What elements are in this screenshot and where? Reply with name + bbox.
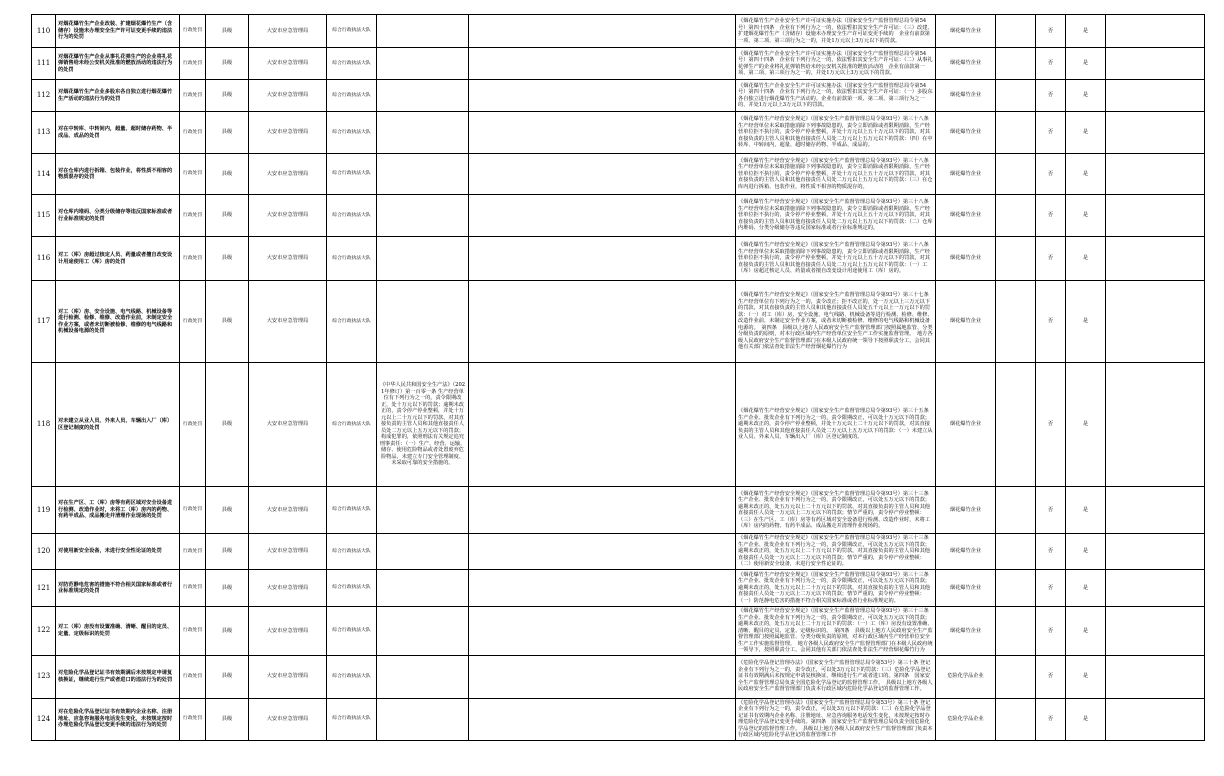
execution-level: 县级 bbox=[206, 237, 249, 281]
empty-cell bbox=[469, 15, 736, 48]
department: 大安市应急管理局 bbox=[249, 154, 327, 195]
row-number: 121 bbox=[32, 570, 56, 607]
column-blank bbox=[996, 281, 1036, 363]
row-number: 123 bbox=[32, 655, 56, 698]
table-row bbox=[32, 112, 1205, 154]
column-blank bbox=[996, 195, 1036, 237]
column-flag-yes: 是 bbox=[1066, 48, 1106, 80]
item-type: 行政处罚 bbox=[180, 655, 206, 698]
legal-basis-law bbox=[377, 154, 469, 195]
legal-basis: 《烟花爆竹生产企业安全生产许可证实施办法（国家安全生产监督管理总局令第54号）第四十四条 企业有下列行为之一的，依法暂扣其安全生产许可证：（二）从事礼花弹生产的企业将礼花弹销售给未经公安机关批准的燃放活动的 企业有前款第一项、第二项、第三项行为之一的，并处1万元以上3万元以下的罚款。 bbox=[736, 48, 936, 80]
empty-cell bbox=[469, 698, 736, 740]
legal-basis-law bbox=[377, 698, 469, 740]
empty-cell bbox=[1106, 154, 1205, 195]
row-number: 110 bbox=[32, 15, 56, 48]
law-enforcement-team: 综合行政执法大队 bbox=[327, 195, 377, 237]
applicable-category: 烟花爆竹企业 bbox=[936, 487, 996, 534]
row-number: 114 bbox=[32, 154, 56, 195]
applicable-category: 烟花爆竹企业 bbox=[936, 237, 996, 281]
row-number: 112 bbox=[32, 80, 56, 112]
column-blank bbox=[996, 570, 1036, 607]
item-name: 对未建立从业人员、外来人员、车辆出入厂（库）区登记制度的处罚 bbox=[56, 363, 180, 487]
item-type: 行政处罚 bbox=[180, 15, 206, 48]
applicable-category: 烟花爆竹企业 bbox=[936, 363, 996, 487]
legal-basis-law bbox=[377, 80, 469, 112]
column-flag-no: 否 bbox=[1036, 655, 1066, 698]
column-flag-no: 否 bbox=[1036, 154, 1066, 195]
column-flag-yes: 是 bbox=[1066, 15, 1106, 48]
execution-level: 县级 bbox=[206, 698, 249, 740]
department: 大安市应急管理局 bbox=[249, 607, 327, 656]
column-flag-yes: 是 bbox=[1066, 487, 1106, 534]
row-number: 119 bbox=[32, 487, 56, 534]
law-enforcement-team: 综合行政执法大队 bbox=[327, 237, 377, 281]
table-row bbox=[32, 195, 1205, 237]
table-row bbox=[32, 655, 1205, 698]
column-flag-yes: 是 bbox=[1066, 154, 1106, 195]
column-flag-no: 否 bbox=[1036, 15, 1066, 48]
item-name: 对仓库内堆码、分类分级储存等违反国家标准或者行业标准规定的处罚 bbox=[56, 195, 180, 237]
legal-basis: 《烟花爆竹生产经营安全规定》（国家安全生产监督管理总局令第93号）第三十三条 生产企业、批发企业有下列行为之一的，责令限期改正，可以处五万元以下的罚款；逾期未改正的，处五万元以上二十万元以下的罚款，对其直接负责的主管人员和其他直接责任人员处一万元以上二万元以下的罚款；情节严重的，责令停产停业整顿：（三）在生产区、工（库）房等有药区域对安全设备进行检测、改造作业时，未将工（库）房内的药物、有药半成品、成品搬走并清理作业现场的。 bbox=[736, 487, 936, 534]
legal-basis-law bbox=[377, 281, 469, 363]
item-type: 行政处罚 bbox=[180, 112, 206, 154]
applicable-category: 烟花爆竹企业 bbox=[936, 607, 996, 656]
applicable-category: 烟花爆竹企业 bbox=[936, 15, 996, 48]
table-row bbox=[32, 154, 1205, 195]
empty-cell bbox=[469, 487, 736, 534]
column-blank bbox=[996, 112, 1036, 154]
table-row bbox=[32, 237, 1205, 281]
column-blank bbox=[996, 698, 1036, 740]
execution-level: 县级 bbox=[206, 154, 249, 195]
column-flag-yes: 是 bbox=[1066, 112, 1106, 154]
execution-level: 县级 bbox=[206, 15, 249, 48]
column-blank bbox=[996, 154, 1036, 195]
applicable-category: 烟花爆竹企业 bbox=[936, 570, 996, 607]
applicable-category: 烟花爆竹企业 bbox=[936, 281, 996, 363]
law-enforcement-team: 综合行政执法大队 bbox=[327, 487, 377, 534]
empty-cell bbox=[469, 237, 736, 281]
department: 大安市应急管理局 bbox=[249, 195, 327, 237]
law-enforcement-team: 综合行政执法大队 bbox=[327, 281, 377, 363]
item-name: 对危险化学品登记证书有效期满后未按规定申请复核换证，继续进行生产或者进口的违法行为的处罚 bbox=[56, 655, 180, 698]
item-name: 对在生产区、工（库）房等有药区域对安全设备进行检测、改造作业时，未将工（库）房内的药物、有药半成品、成品搬走并清理作业现场的处罚 bbox=[56, 487, 180, 534]
item-type: 行政处罚 bbox=[180, 363, 206, 487]
column-flag-no: 否 bbox=[1036, 487, 1066, 534]
column-blank bbox=[996, 607, 1036, 656]
applicable-category: 危险化学品企业 bbox=[936, 698, 996, 740]
department: 大安市应急管理局 bbox=[249, 570, 327, 607]
item-name: 对使用新安全设备，未进行安全性论证的处罚 bbox=[56, 534, 180, 570]
department: 大安市应急管理局 bbox=[249, 48, 327, 80]
column-flag-no: 否 bbox=[1036, 237, 1066, 281]
column-blank bbox=[996, 15, 1036, 48]
item-name: 对烟花爆竹生产企业多股东各自独立进行烟花爆竹生产活动的违法行为的处罚 bbox=[56, 80, 180, 112]
empty-cell bbox=[469, 195, 736, 237]
penalty-table bbox=[31, 14, 1205, 741]
table-row bbox=[32, 698, 1205, 740]
item-type: 行政处罚 bbox=[180, 607, 206, 656]
empty-cell bbox=[1106, 48, 1205, 80]
item-type: 行政处罚 bbox=[180, 237, 206, 281]
table-row bbox=[32, 281, 1205, 363]
legal-basis-law bbox=[377, 112, 469, 154]
column-flag-yes: 是 bbox=[1066, 534, 1106, 570]
item-name: 对烟花爆竹生产企业从事礼花弹生产的企业将礼花弹销售给未经公安机关批准的燃放活动的违法行为的处罚 bbox=[56, 48, 180, 80]
item-type: 行政处罚 bbox=[180, 195, 206, 237]
law-enforcement-team: 综合行政执法大队 bbox=[327, 534, 377, 570]
legal-basis-law bbox=[377, 570, 469, 607]
execution-level: 县级 bbox=[206, 655, 249, 698]
column-blank bbox=[996, 655, 1036, 698]
empty-cell bbox=[1106, 80, 1205, 112]
execution-level: 县级 bbox=[206, 363, 249, 487]
item-name: 对防范静电危害的措施不符合相关国家标准或者行业标准规定的处罚 bbox=[56, 570, 180, 607]
legal-basis-law: 《中华人民共和国安全生产法》（2021年修订）第一百零一条 生产经营单位有下列行为之一的，责令限期改正，处十万元以下的罚款；逾期未改正的，责令停产停业整顿，并处十万元以上二十万元以下的罚款，对其直接负责的主管人员和其他直接责任人员处二万元以上五万元以下的罚款；构成犯罪的，依照刑法有关规定追究刑事责任：（一）生产、经营、运输、储存、使用危险物品或者处置废弃危险物品，未建立专门安全管理制度、未采取可靠的安全措施的。 bbox=[377, 363, 469, 487]
law-enforcement-team: 综合行政执法大队 bbox=[327, 363, 377, 487]
empty-cell bbox=[1106, 112, 1205, 154]
item-name: 对工（库）房没有设置准确、清晰、醒目的定员、定量、定级标识的处罚 bbox=[56, 607, 180, 656]
empty-cell bbox=[469, 363, 736, 487]
applicable-category: 烟花爆竹企业 bbox=[936, 80, 996, 112]
law-enforcement-team: 综合行政执法大队 bbox=[327, 698, 377, 740]
law-enforcement-team: 综合行政执法大队 bbox=[327, 570, 377, 607]
department: 大安市应急管理局 bbox=[249, 363, 327, 487]
item-name: 对工（库）房、安全设施、电气线路、机械设备等进行检测、检修、维修、改造作业前，未制定安全作业方案，或者未切断被检修、维修的电气线路和机械设备电源的处罚 bbox=[56, 281, 180, 363]
item-type: 行政处罚 bbox=[180, 48, 206, 80]
item-type: 行政处罚 bbox=[180, 534, 206, 570]
column-flag-no: 否 bbox=[1036, 363, 1066, 487]
empty-cell bbox=[1106, 607, 1205, 656]
applicable-category: 烟花爆竹企业 bbox=[936, 154, 996, 195]
column-flag-yes: 是 bbox=[1066, 655, 1106, 698]
legal-basis-law bbox=[377, 534, 469, 570]
department: 大安市应急管理局 bbox=[249, 237, 327, 281]
column-blank bbox=[996, 80, 1036, 112]
legal-basis: 《烟花爆竹生产经营安全规定》（国家安全生产监督管理总局令第93号）第三十八条 生产经营单位未采取措施消除下列事故隐患的，责令立即消除或者限期消除，生产经营单位拒不执行的，责令停产停业整顿，并处十万元以上五十万元以下的罚款，对其直接负责的主管人员和其他直接责任人员处二万元以上五万元以下的罚款：（一）工（库）房超过核定人员、药量或者擅自改变设计用途使用工（库）房的。 bbox=[736, 237, 936, 281]
empty-cell bbox=[469, 48, 736, 80]
empty-cell bbox=[1106, 655, 1205, 698]
empty-cell bbox=[469, 112, 736, 154]
legal-basis-law bbox=[377, 15, 469, 48]
legal-basis: 《烟花爆竹生产经营安全规定》（国家安全生产监督管理总局令第93号）第三十八条 生产经营单位未采取措施消除下列事故隐患的，责令立即消除或者限期消除，生产经营单位拒不执行的，责令停产停业整顿，并处十万元以上五十万元以下的罚款，对其直接负责的主管人员和其他直接责任人员处二万元以上五万元以下的罚款：（二）仓库内堆码、分类分级储存等违反国家标准或者行业标准规定的。 bbox=[736, 195, 936, 237]
law-enforcement-team: 综合行政执法大队 bbox=[327, 15, 377, 48]
legal-basis: 《烟花爆竹生产经营安全规定》（国家安全生产监督管理总局令第93号）第三十三条 生产企业、批发企业有下列行为之一的，责令限期改正，可以处五万元以下的罚款；逾期未改正的，处五万元以上二十万元以下的罚款，对其直接负责的主管人员和其他直接责任人员处一万元以上二万元以下的罚款；情节严重的，责令停产停业整顿：（二）使用新安全设备，未进行安全性论证的。 bbox=[736, 534, 936, 570]
law-enforcement-team: 综合行政执法大队 bbox=[327, 48, 377, 80]
row-number: 113 bbox=[32, 112, 56, 154]
empty-cell bbox=[1106, 487, 1205, 534]
legal-basis: 《烟花爆竹生产经营安全规定》（国家安全生产监督管理总局令第93号）第三十五条 生产企业、批发企业有下列行为之一的，责令限期改正，可以处十万元以下的罚款；逾期未改正的，责令停产停业整顿，并处十万元以上二十万元以下的罚款，对其直接负责的主管人员和其他直接责任人员处二万元以上五万元以下的罚款：（一）未建立从业人员、外来人员、车辆出入厂（库）区登记制度的。 bbox=[736, 363, 936, 487]
empty-cell bbox=[1106, 237, 1205, 281]
row-number: 116 bbox=[32, 237, 56, 281]
column-flag-no: 否 bbox=[1036, 698, 1066, 740]
item-name: 对在危险化学品登记证书有效期内企业名称、注册地址、应急咨询服务电话发生变化，未按规定按时办理危险化学品登记变更手续的违法行为的处罚 bbox=[56, 698, 180, 740]
applicable-category: 烟花爆竹企业 bbox=[936, 112, 996, 154]
execution-level: 县级 bbox=[206, 534, 249, 570]
legal-basis-law bbox=[377, 48, 469, 80]
column-blank bbox=[996, 48, 1036, 80]
item-type: 行政处罚 bbox=[180, 698, 206, 740]
execution-level: 县级 bbox=[206, 195, 249, 237]
execution-level: 县级 bbox=[206, 48, 249, 80]
legal-basis: 《烟花爆竹生产经营安全规定》（国家安全生产监督管理总局令第93号）第三十七条 生产经营单位有下列行为之一的，责令改正；拒不改正的，处一万元以上三万元以下的罚款，对其直接负责的主管人员和其他直接责任人员处五千元以上一万元以下的罚款：（一）对工（库）房、安全设施、电气线路、机械设备等进行检测、检修、维修、改造作业前，未制定安全作业方案，或者未切断被检修、维修的电气线路和机械设备电源的。 第四条 县级以上地方人民政府安全生产监督管理部门按照属地监管、分类分级负责的原则，对本行政区域内生产经营单位安全生产工作实施监督管理。 地方各级人民政府安全生产监督管理部门在本级人民政府统一领导下按照职责分工，会同其他有关部门依法查处非法生产经营烟花爆竹行为 bbox=[736, 281, 936, 363]
column-flag-no: 否 bbox=[1036, 48, 1066, 80]
column-flag-yes: 是 bbox=[1066, 80, 1106, 112]
empty-cell bbox=[1106, 15, 1205, 48]
empty-cell bbox=[469, 655, 736, 698]
applicable-category: 烟花爆竹企业 bbox=[936, 48, 996, 80]
legal-basis: 《烟花爆竹生产企业安全生产许可证实施办法（国家安全生产监督管理总局令第54号）第四十四条 企业有下列行为之一的，依法暂扣其安全生产许可证：（三）改建、扩建烟花爆竹生产（含储存）设施未办理安全生产许可证变更手续的 企业有前款第一项、第二项、第三项行为之一的，并处1万元以上3万元以下的罚款。 bbox=[736, 15, 936, 48]
column-flag-yes: 是 bbox=[1066, 237, 1106, 281]
legal-basis-law bbox=[377, 237, 469, 281]
row-number: 117 bbox=[32, 281, 56, 363]
legal-basis-law bbox=[377, 195, 469, 237]
execution-level: 县级 bbox=[206, 607, 249, 656]
item-name: 对工（库）房超过核定人员、药量或者擅自改变设计用途使用工（库）房的处罚 bbox=[56, 237, 180, 281]
department: 大安市应急管理局 bbox=[249, 15, 327, 48]
row-number: 122 bbox=[32, 607, 56, 656]
empty-cell bbox=[469, 607, 736, 656]
law-enforcement-team: 综合行政执法大队 bbox=[327, 607, 377, 656]
execution-level: 县级 bbox=[206, 281, 249, 363]
legal-basis: 《危险化学品登记管理办法》（国家安全生产监督管理总局令第53号）第三十条 登记企业有下列行为之一的，责令改正，可以处3万元以下的罚款：（三）危险化学品登记证书有效期满后未按规定申请复核换证，继续进行生产或者进口的。第四条 国家安全生产监督管理总局负责全国危险化学品登记的监督管理工作。 县级以上地方各级人民政府安全生产监督管理部门负责本行政区域内危险化学品登记的监督管理工作。 bbox=[736, 655, 936, 698]
item-name: 对在仓库内进行拆箱、包装作业，将性质不相容的物质混存的处罚 bbox=[56, 154, 180, 195]
empty-cell bbox=[1106, 195, 1205, 237]
item-type: 行政处罚 bbox=[180, 281, 206, 363]
department: 大安市应急管理局 bbox=[249, 655, 327, 698]
law-enforcement-team: 综合行政执法大队 bbox=[327, 80, 377, 112]
table-row bbox=[32, 607, 1205, 656]
applicable-category: 烟花爆竹企业 bbox=[936, 195, 996, 237]
legal-basis: 《烟花爆竹生产经营安全规定》（国家安全生产监督管理总局令第93号）第三十八条 生产经营单位未采取措施消除下列事故隐患的，责令立即消除或者限期消除，生产经营单位拒不执行的，责令停产停业整顿，并处十万元以上五十万元以下的罚款，对其直接负责的主管人员和其他直接责任人员处二万元以上五万元以下的罚款：（三）在仓库内进行拆箱、包装作业，将性质不相容的物质混存的。 bbox=[736, 154, 936, 195]
column-blank bbox=[996, 237, 1036, 281]
applicable-category: 危险化学品企业 bbox=[936, 655, 996, 698]
table-row bbox=[32, 363, 1205, 487]
column-flag-no: 否 bbox=[1036, 195, 1066, 237]
empty-cell bbox=[1106, 698, 1205, 740]
applicable-category: 烟花爆竹企业 bbox=[936, 534, 996, 570]
empty-cell bbox=[1106, 363, 1205, 487]
table-row bbox=[32, 487, 1205, 534]
row-number: 124 bbox=[32, 698, 56, 740]
empty-cell bbox=[469, 281, 736, 363]
legal-basis-law bbox=[377, 487, 469, 534]
execution-level: 县级 bbox=[206, 80, 249, 112]
empty-cell bbox=[1106, 281, 1205, 363]
column-flag-yes: 是 bbox=[1066, 570, 1106, 607]
table-row bbox=[32, 534, 1205, 570]
law-enforcement-team: 综合行政执法大队 bbox=[327, 154, 377, 195]
legal-basis: 《烟花爆竹生产经营安全规定》（国家安全生产监督管理总局令第93号）第三十三条 生产企业、批发企业有下列行为之一的，责令限期改正，可以处五万元以下的罚款；逾期未改正的，处五万元以上二十万元以下的罚款，对其直接负责的主管人员和其他直接责任人员处一万元以上二万元以下的罚款；情节严重的，责令停产停业整顿：（一）防范静电危害的措施不符合相关国家标准或者行业标准规定的。 bbox=[736, 570, 936, 607]
legal-basis: 《烟花爆竹生产经营安全规定》（国家安全生产监督管理总局令第93号）第三十三条 生产企业、批发企业有下列行为之一的，责令限期改正，可以处五万元以下的罚款；逾期未改正的，处五万元以上二十万元以下的罚款：（一）工（库）房没有设置准确、清晰、醒目的定员、定量、定级标识的。 第四条 县级以上地方人民政府安全生产监督管理部门按照属地监管、分类分级负责的原则，对本行政区域内生产经营单位安全生产工作实施监督管理。 地方各级人民政府安全生产监督管理部门在本级人民政府统一领导下，按照职责分工，会同其他有关部门依法查处非法生产经营烟花爆竹行为 bbox=[736, 607, 936, 656]
column-flag-no: 否 bbox=[1036, 607, 1066, 656]
table-row bbox=[32, 48, 1205, 80]
department: 大安市应急管理局 bbox=[249, 281, 327, 363]
column-flag-yes: 是 bbox=[1066, 698, 1106, 740]
item-type: 行政处罚 bbox=[180, 487, 206, 534]
department: 大安市应急管理局 bbox=[249, 487, 327, 534]
empty-cell bbox=[469, 154, 736, 195]
column-flag-yes: 是 bbox=[1066, 195, 1106, 237]
empty-cell bbox=[1106, 534, 1205, 570]
column-flag-yes: 是 bbox=[1066, 281, 1106, 363]
execution-level: 县级 bbox=[206, 570, 249, 607]
item-name: 对在中转库、中转间内，超量、超时储存药物、半成品、成品的处罚 bbox=[56, 112, 180, 154]
column-flag-no: 否 bbox=[1036, 534, 1066, 570]
department: 大安市应急管理局 bbox=[249, 534, 327, 570]
column-blank bbox=[996, 487, 1036, 534]
column-flag-yes: 是 bbox=[1066, 607, 1106, 656]
column-blank bbox=[996, 534, 1036, 570]
row-number: 111 bbox=[32, 48, 56, 80]
item-type: 行政处罚 bbox=[180, 80, 206, 112]
empty-cell bbox=[1106, 570, 1205, 607]
table-body bbox=[32, 15, 1205, 741]
item-type: 行政处罚 bbox=[180, 154, 206, 195]
empty-cell bbox=[469, 570, 736, 607]
legal-basis: 《烟花爆竹生产经营安全规定》（国家安全生产监督管理总局令第93号）第三十八条 生产经营单位未采取措施消除下列事故隐患的，责令立即消除或者限期消除，生产经营单位拒不执行的，责令停产停业整顿，并处十万元以上五十万元以下的罚款，对其直接负责的主管人员和其他直接责任人员处二万元以上五万元以下的罚款：（四）在中转库、中转间内，超量、超时储存药物、半成品、成品的。 bbox=[736, 112, 936, 154]
table-row bbox=[32, 570, 1205, 607]
row-number: 118 bbox=[32, 363, 56, 487]
legal-basis: 《危险化学品登记管理办法》（国家安全生产监督管理总局令第53号）第三十条 登记企业有下列行为之一的，责令改正，可以处3万元以下的罚款：（二）在危险化学品登记证书有效期内企业名称、注册地址、应急咨询服务电话发生变化，未按规定按时办理危险化学品登记变更手续的。第四条 国家安全生产监督管理总局负责全国危险化学品登记的监督管理工作。 县级以上地方各级人民政府安全生产监督管理部门负责本行政区域内危险化学品登记的监督管理工作 bbox=[736, 698, 936, 740]
item-type: 行政处罚 bbox=[180, 570, 206, 607]
execution-level: 县级 bbox=[206, 487, 249, 534]
legal-basis-law bbox=[377, 607, 469, 656]
legal-basis: 《烟花爆竹生产企业安全生产许可证实施办法（国家安全生产监督管理总局令第54号）第四十四条 企业有下列行为之一的，依法暂扣其安全生产许可证：（一）多股东各自独立进行烟花爆竹生产活动的。企业有前款第一项、第二项、第三项行为之一的，并处1万元以上3万元以下的罚款。 bbox=[736, 80, 936, 112]
row-number: 115 bbox=[32, 195, 56, 237]
department: 大安市应急管理局 bbox=[249, 80, 327, 112]
execution-level: 县级 bbox=[206, 112, 249, 154]
empty-cell bbox=[469, 534, 736, 570]
column-blank bbox=[996, 363, 1036, 487]
column-flag-no: 否 bbox=[1036, 80, 1066, 112]
law-enforcement-team: 综合行政执法大队 bbox=[327, 655, 377, 698]
legal-basis-law bbox=[377, 655, 469, 698]
item-name: 对烟花爆竹生产企业改装、扩建烟花爆竹生产（含储存）设施未办理安全生产许可证变更手续的违法行为的处罚 bbox=[56, 15, 180, 48]
department: 大安市应急管理局 bbox=[249, 112, 327, 154]
table-row bbox=[32, 15, 1205, 48]
law-enforcement-team: 综合行政执法大队 bbox=[327, 112, 377, 154]
table-row bbox=[32, 80, 1205, 112]
column-flag-no: 否 bbox=[1036, 112, 1066, 154]
column-flag-no: 否 bbox=[1036, 570, 1066, 607]
row-number: 120 bbox=[32, 534, 56, 570]
column-flag-no: 否 bbox=[1036, 281, 1066, 363]
column-flag-yes: 是 bbox=[1066, 363, 1106, 487]
empty-cell bbox=[469, 80, 736, 112]
department: 大安市应急管理局 bbox=[249, 698, 327, 740]
